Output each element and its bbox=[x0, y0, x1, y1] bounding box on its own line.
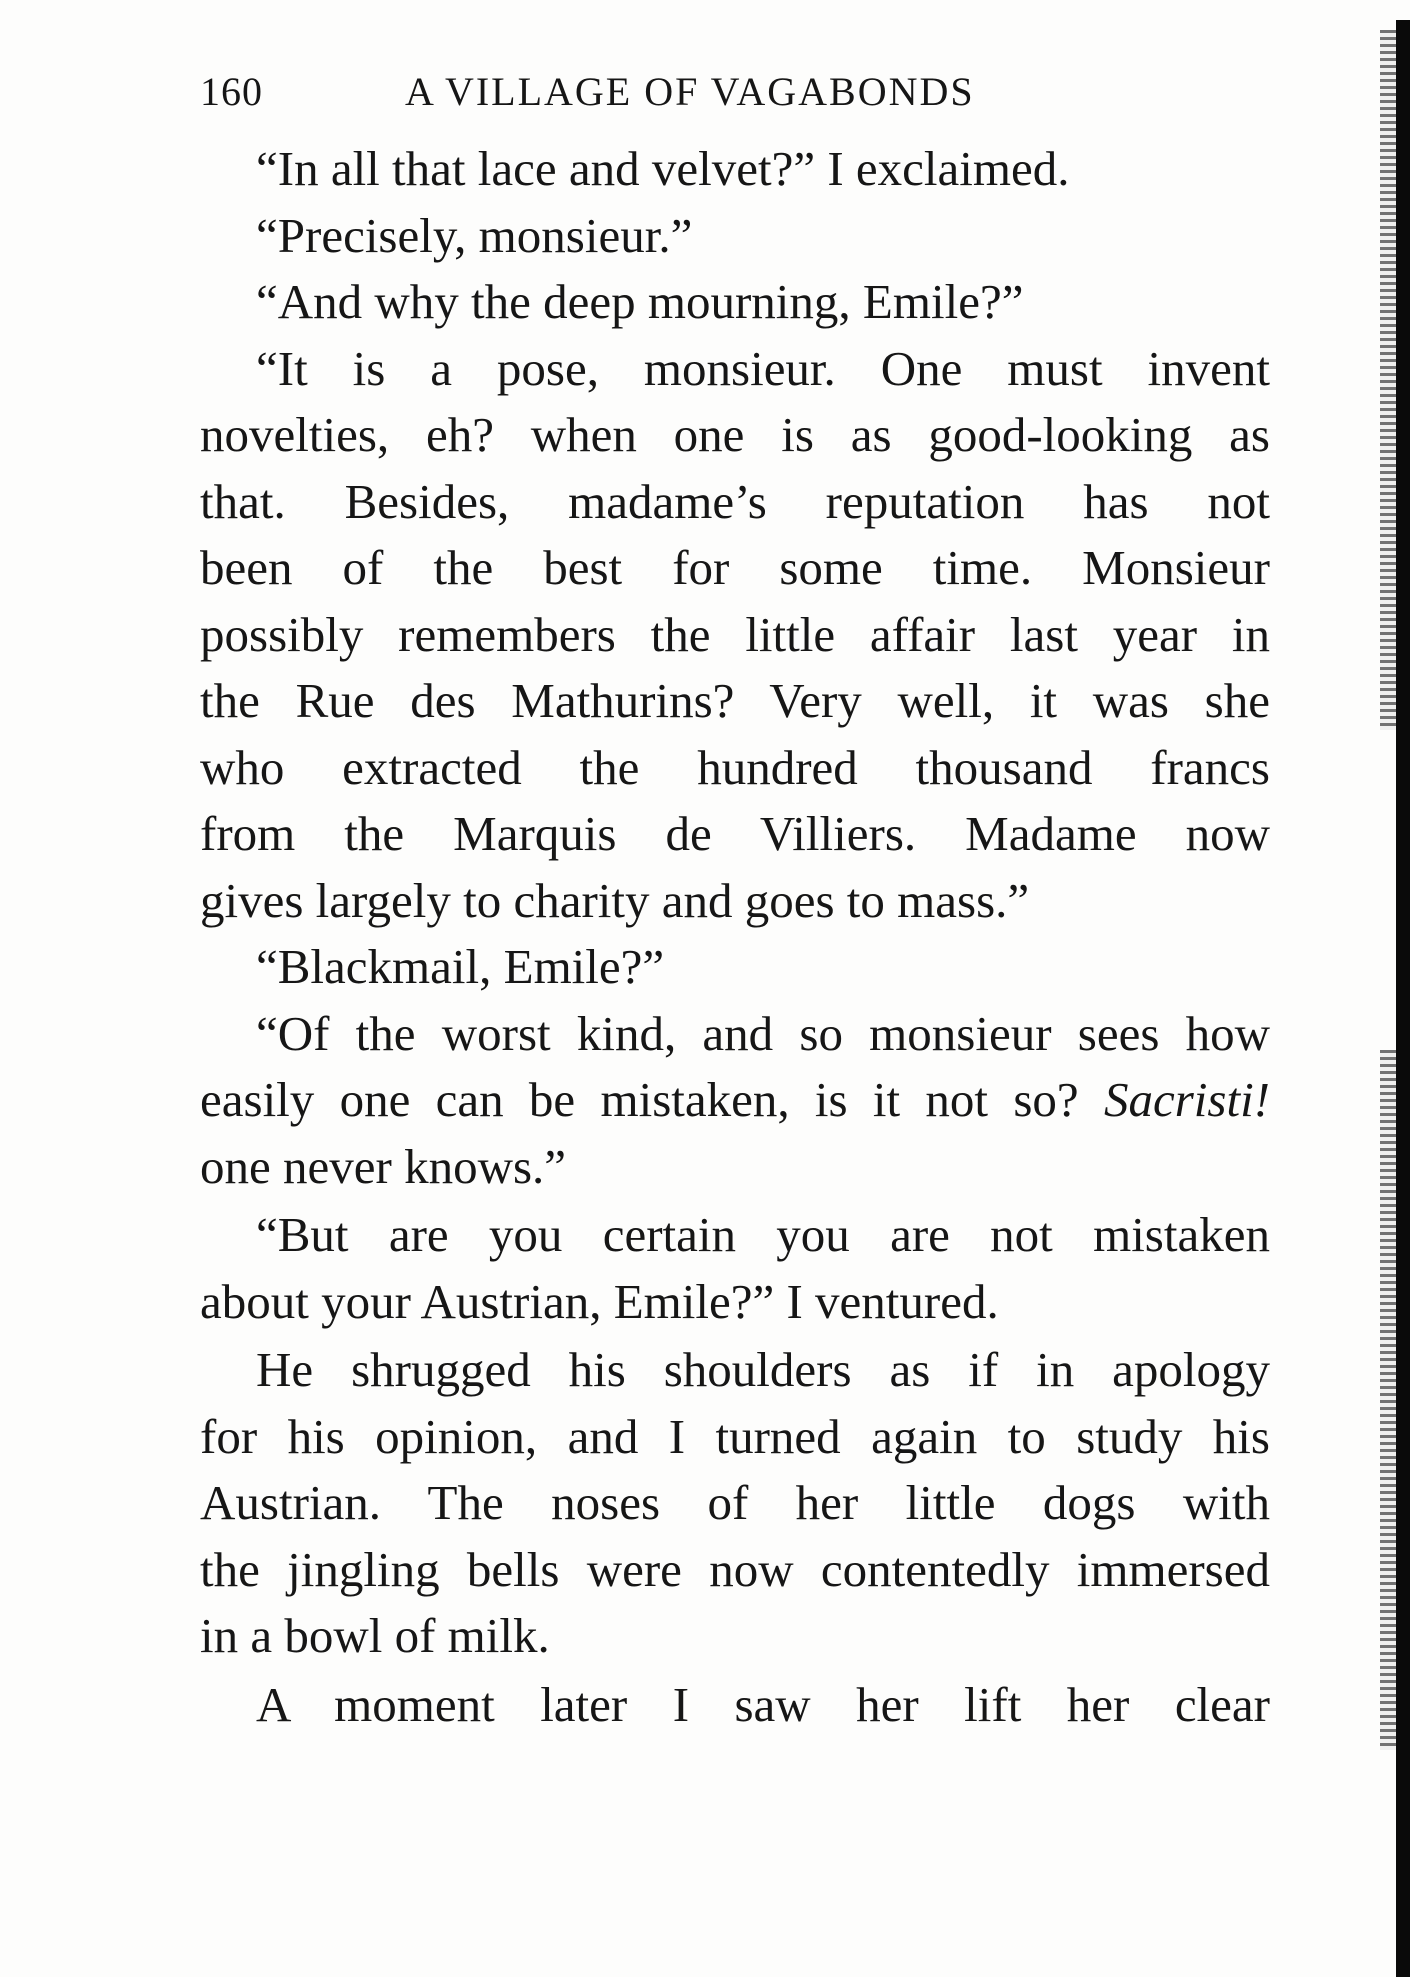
text-line: about your Austrian, Emile?” I ventured. bbox=[200, 1273, 999, 1329]
text-line: from the Marquis de Villiers. Madame now bbox=[200, 806, 1270, 861]
text-line: the jingling bells were now contentedly immersed bbox=[200, 1541, 1270, 1597]
text-line: possibly remembers the little affair last year in bbox=[200, 606, 1270, 662]
text-line: A moment later I saw her lift her clear bbox=[256, 1676, 1270, 1732]
running-header bbox=[200, 68, 1070, 118]
text-line: in a bowl of milk. bbox=[200, 1608, 550, 1663]
italic-word: Sacristi! bbox=[1103, 1072, 1270, 1127]
text-line: that. Besides, madame’s reputation has not bbox=[200, 473, 1270, 529]
text-line: “In all that lace and velvet?” I exclaimed. bbox=[256, 141, 1070, 196]
text-line: been of the best for some time. Monsieur bbox=[200, 540, 1270, 595]
text-line bbox=[200, 1067, 1270, 1134]
text-line: the Rue des Mathurins? Very well, it was she bbox=[200, 673, 1270, 728]
text-line-segment: easily one can be mistaken, is it not so? bbox=[200, 1072, 1079, 1127]
page-edge-shadow bbox=[1380, 30, 1396, 730]
text-line: “And why the deep mourning, Emile?” bbox=[256, 274, 1024, 329]
body-text bbox=[200, 136, 1270, 1738]
binding-edge bbox=[1396, 20, 1410, 1977]
text-line: novelties, eh? when one is as good-looking as bbox=[200, 407, 1270, 462]
text-line: He shrugged his shoulders as if in apology bbox=[256, 1342, 1270, 1397]
text-line: “It is a pose, monsieur. One must invent bbox=[256, 340, 1270, 396]
text-line: “Precisely, monsieur.” bbox=[256, 207, 693, 263]
text-line: “Of the worst kind, and so monsieur sees how bbox=[256, 1005, 1270, 1061]
running-title: A VILLAGE OF VAGABONDS bbox=[405, 69, 975, 114]
text-line: for his opinion, and I turned again to study his bbox=[200, 1408, 1270, 1464]
text-line: who extracted the hundred thousand francs bbox=[200, 739, 1270, 795]
text-line: Austrian. The noses of her little dogs with bbox=[200, 1475, 1270, 1530]
text-line: gives largely to charity and goes to mass.” bbox=[200, 872, 1030, 928]
text-line: “Blackmail, Emile?” bbox=[256, 939, 665, 994]
page-number: 160 bbox=[200, 69, 263, 114]
text-line: “But are you certain you are not mistaken bbox=[256, 1207, 1270, 1262]
text-line: one never knows.” bbox=[200, 1138, 567, 1194]
page-edge-shadow bbox=[1380, 1050, 1396, 1750]
